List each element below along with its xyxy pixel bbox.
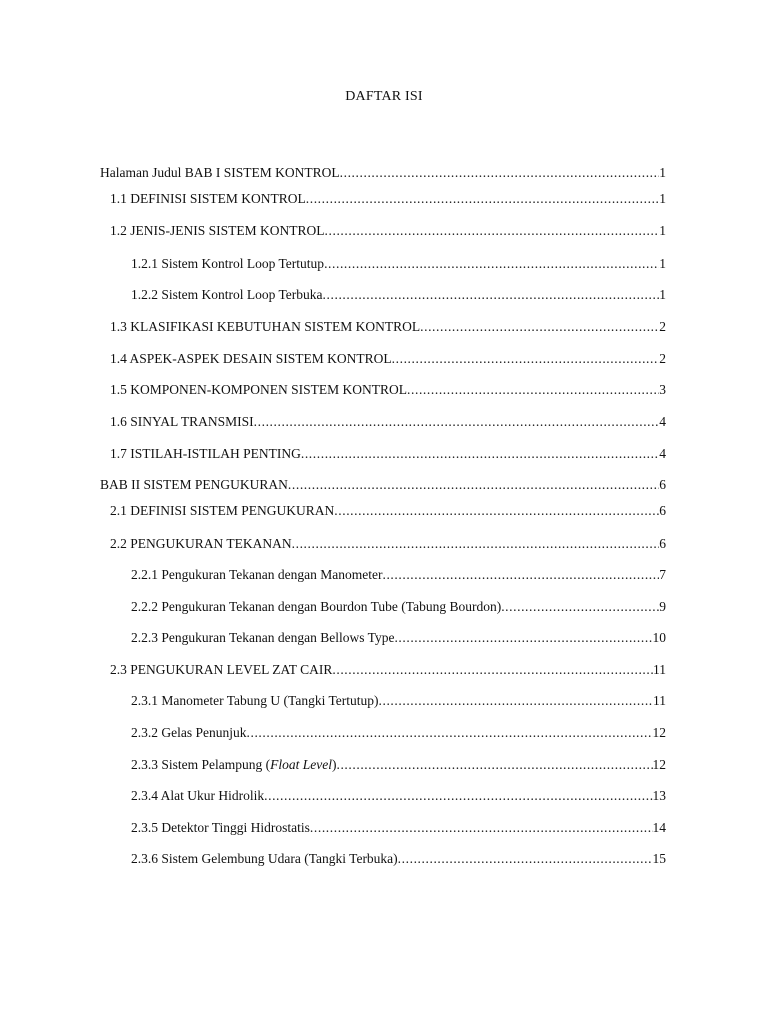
toc-page-number: 6	[659, 503, 666, 518]
toc-entry-1-2-2[interactable]	[131, 286, 666, 304]
toc-entry-1-7[interactable]	[110, 445, 666, 463]
toc-page-number: 11	[653, 662, 666, 677]
dot-leader	[247, 724, 653, 742]
toc-entry-2-2-1[interactable]	[131, 566, 666, 584]
toc-entry-2-3-3[interactable]	[131, 756, 666, 774]
toc-entry-2-3-1[interactable]	[131, 692, 666, 710]
toc-entry-2-1[interactable]	[110, 502, 666, 520]
dot-leader	[340, 164, 660, 182]
toc-entry-1-6[interactable]	[110, 413, 666, 431]
dot-leader	[306, 190, 660, 208]
toc-entry-bab-2[interactable]	[100, 476, 666, 494]
toc-page-number: 1	[659, 256, 666, 271]
toc-page-number: 9	[659, 599, 666, 614]
dot-leader	[264, 787, 652, 805]
dot-leader	[325, 222, 660, 240]
toc-entry-label-italic: Float Level	[270, 757, 332, 772]
toc-entry-label: 1.1 DEFINISI SISTEM KONTROL	[110, 191, 306, 206]
toc-entry-bab-1[interactable]	[100, 164, 666, 182]
toc-page-number: 15	[652, 851, 666, 866]
toc-page-number: 1	[659, 191, 666, 206]
toc-page-number: 2	[659, 351, 666, 366]
toc-page-number: 12	[652, 757, 666, 772]
toc-entry-label: 2.3.6 Sistem Gelembung Udara (Tangki Terbuka)	[131, 851, 398, 866]
toc-entry-2-3-5[interactable]	[131, 819, 666, 837]
toc-entry-2-3-4[interactable]	[131, 787, 666, 805]
toc-entry-label: 2.2.1 Pengukuran Tekanan dengan Manometer	[131, 567, 383, 582]
toc-entry-2-3-6[interactable]	[131, 850, 666, 868]
dot-leader	[382, 566, 659, 584]
dot-leader	[310, 819, 653, 837]
toc-entry-1-3[interactable]	[110, 318, 666, 336]
toc-entry-label: 1.4 ASPEK-ASPEK DESAIN SISTEM KONTROL	[110, 351, 392, 366]
dot-leader	[392, 350, 660, 368]
toc-entry-label: 1.7 ISTILAH-ISTILAH PENTING	[110, 446, 301, 461]
toc-page-number: 13	[652, 788, 666, 803]
dot-leader	[323, 286, 660, 304]
toc-entry-label: 2.3.1 Manometer Tabung U (Tangki Tertutup)	[131, 693, 379, 708]
toc-entry-label: 2.3.4 Alat Ukur Hidrolik	[131, 788, 265, 803]
dot-leader	[398, 850, 653, 868]
toc-entry-2-3-2[interactable]	[131, 724, 666, 742]
toc-entry-label: 1.6 SINYAL TRANSMISI	[110, 414, 254, 429]
dot-leader	[334, 502, 659, 520]
toc-page-number: 1	[659, 165, 666, 180]
toc-page-number: 4	[659, 446, 666, 461]
dot-leader	[288, 476, 659, 494]
toc-entry-label: 1.2 JENIS-JENIS SISTEM KONTROL	[110, 223, 325, 238]
dot-leader	[292, 535, 660, 553]
toc-entry-1-4[interactable]	[110, 350, 666, 368]
toc-page-number: 1	[659, 223, 666, 238]
toc-entry-label: 2.3.5 Detektor Tinggi Hidrostatis	[131, 820, 310, 835]
toc-entry-1-2[interactable]	[110, 222, 666, 240]
toc-entry-label: BAB II SISTEM PENGUKURAN	[100, 477, 288, 492]
toc-page-number: 10	[652, 630, 666, 645]
toc-page-number: 7	[659, 567, 666, 582]
toc-entry-1-2-1[interactable]	[131, 255, 666, 273]
toc-entry-label: 1.3 KLASIFIKASI KEBUTUHAN SISTEM KONTROL	[110, 319, 421, 334]
dot-leader	[379, 692, 654, 710]
toc-entry-label: 2.2.2 Pengukuran Tekanan dengan Bourdon Tube (Tabung Bourdon)	[131, 599, 502, 614]
toc-page-number: 6	[659, 477, 666, 492]
toc-entry-2-2-2[interactable]	[131, 598, 666, 616]
toc-entry-label: 1.2.2 Sistem Kontrol Loop Terbuka	[131, 287, 323, 302]
toc-page-number: 11	[653, 693, 666, 708]
dot-leader	[420, 318, 659, 336]
dot-leader	[332, 661, 653, 679]
toc-entry-label: 2.3 PENGUKURAN LEVEL ZAT CAIR	[110, 662, 333, 677]
dot-leader	[407, 381, 659, 399]
toc-entry-label: 2.1 DEFINISI SISTEM PENGUKURAN	[110, 503, 335, 518]
toc-entry-label: 2.2.3 Pengukuran Tekanan dengan Bellows Type	[131, 630, 395, 645]
toc-page-number: 12	[652, 725, 666, 740]
toc-entry-label: 2.3.2 Gelas Penunjuk	[131, 725, 247, 740]
toc-page-number: 4	[659, 414, 666, 429]
dot-leader	[336, 756, 652, 774]
dot-leader	[301, 445, 659, 463]
dot-leader	[394, 629, 652, 647]
toc-page-number: 6	[659, 536, 666, 551]
toc-entry-1-1[interactable]	[110, 190, 666, 208]
toc-entry-label-pre: 2.3.3 Sistem Pelampung (	[131, 757, 271, 772]
toc-entry-label: 2.2 PENGUKURAN TEKANAN	[110, 536, 292, 551]
dot-leader	[324, 255, 659, 273]
dot-leader	[501, 598, 659, 616]
toc-entry-label-post: )	[331, 757, 337, 772]
toc-page-number: 14	[652, 820, 666, 835]
toc-entry-label: 1.2.1 Sistem Kontrol Loop Tertutup	[131, 256, 325, 271]
toc-page-number: 1	[659, 287, 666, 302]
dot-leader	[254, 413, 660, 431]
toc-entry-2-2[interactable]	[110, 535, 666, 553]
toc-entry-2-3[interactable]	[110, 661, 666, 679]
page-title: DAFTAR ISI	[345, 89, 423, 104]
toc-entry-2-2-3[interactable]	[131, 629, 666, 647]
toc-entry-label: Halaman Judul BAB I SISTEM KONTROL	[100, 165, 340, 180]
toc-entry-1-5[interactable]	[110, 381, 666, 399]
toc-page-number: 2	[659, 319, 666, 334]
toc-entry-label: 1.5 KOMPONEN-KOMPONEN SISTEM KONTROL	[110, 382, 408, 397]
toc-page-number: 3	[659, 382, 666, 397]
toc-entry-label	[131, 756, 336, 774]
